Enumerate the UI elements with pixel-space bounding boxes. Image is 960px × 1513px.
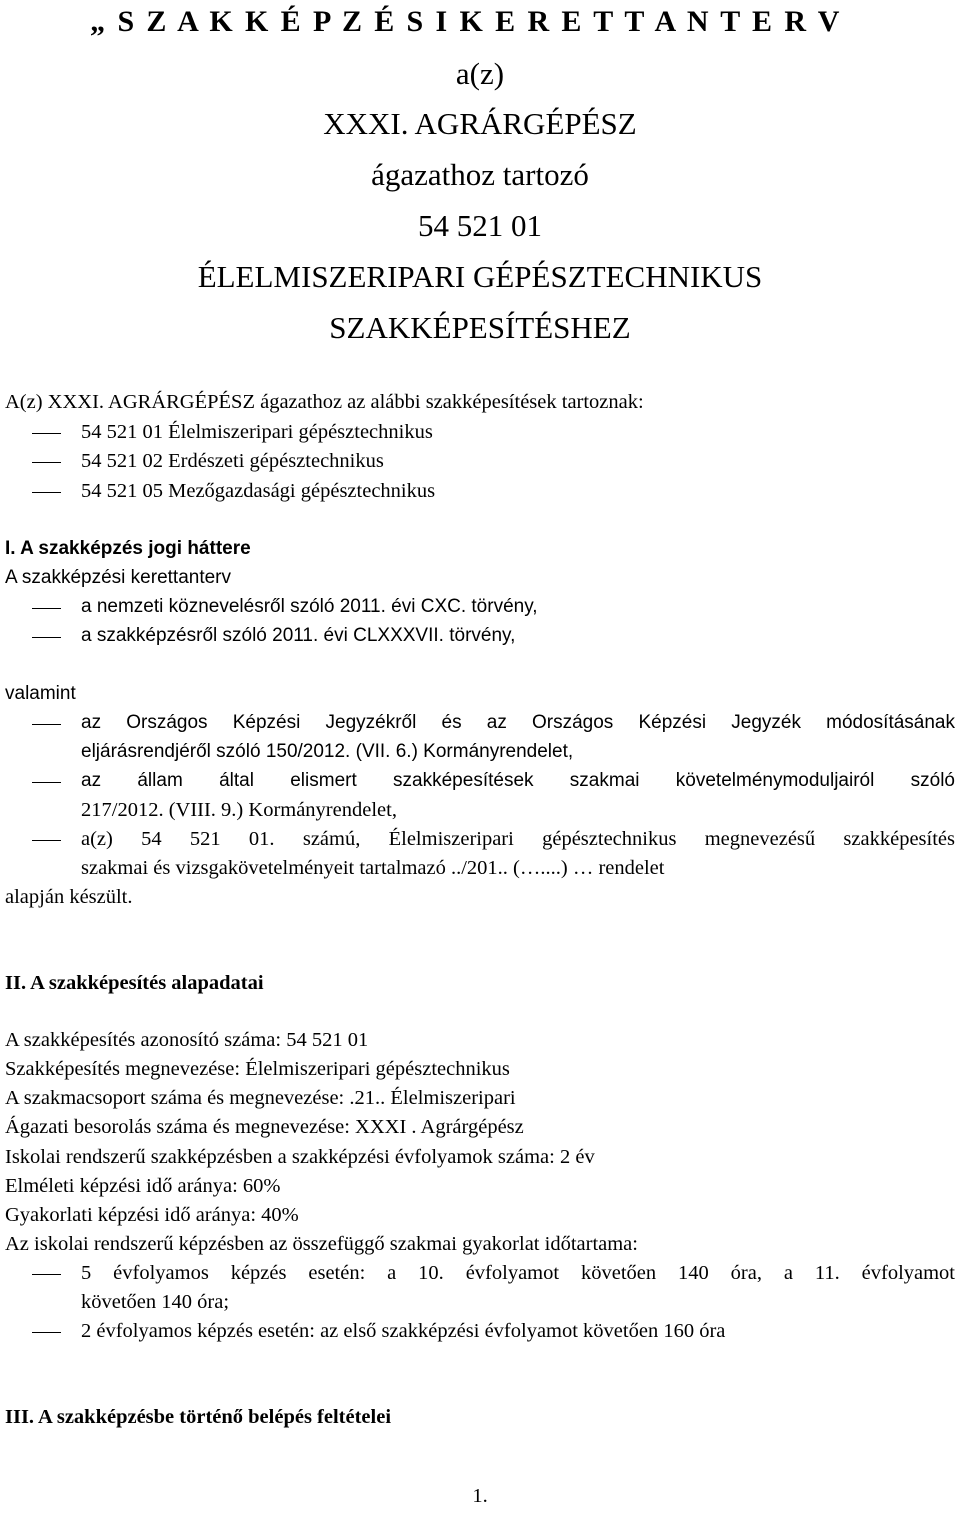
practice-line: követően 140 óra; xyxy=(81,1291,230,1313)
document-title: „ S Z A K K É P Z É S I K E R E T T A N T E R V xyxy=(90,5,842,38)
list-dash xyxy=(32,492,61,493)
info-line: Gyakorlati képzési idő aránya: 40% xyxy=(5,1204,299,1226)
section1-lead: A szakképzési kerettanterv xyxy=(5,567,231,588)
info-line: Ágazati besorolás száma és megnevezése: XXXI . Agrárgépész xyxy=(5,1116,524,1138)
info-line: A szakképesítés azonosító száma: 54 521 01 xyxy=(5,1029,369,1051)
title-belongs: ágazathoz tartozó xyxy=(371,157,589,192)
list-dash xyxy=(32,1332,61,1333)
list-item: 54 521 02 Erdészeti gépésztechnikus xyxy=(81,450,384,472)
info-line: A szakmacsoport száma és megnevezése: .21.. Élelmiszeripari xyxy=(5,1087,516,1109)
title-suffix: SZAKKÉPESÍTÉSHEZ xyxy=(329,310,631,345)
regulation-line: eljárásrendjéről szóló 150/2012. (VII. 6.) Kormányrendelet, xyxy=(81,741,574,762)
valamint-text: valamint xyxy=(5,683,76,704)
title-az: a(z) xyxy=(455,56,505,91)
list-dash xyxy=(32,840,61,841)
closing-text: alapján készült. xyxy=(5,886,133,908)
list-dash xyxy=(32,462,61,463)
section2-heading: II. A szakképesítés alapadatai xyxy=(5,972,264,994)
regulation-line: 217/2012. (VIII. 9.) Kormányrendelet, xyxy=(81,799,397,821)
list-dash xyxy=(32,1274,61,1275)
regulation-line: az állam által elismert szakképesítések szakmai követelménymoduljairól szóló xyxy=(81,770,955,791)
list-dash xyxy=(32,782,61,783)
page-number: 1. xyxy=(472,1485,488,1507)
law-item: a szakképzésről szóló 2011. évi CLXXXVII. törvény, xyxy=(81,625,516,646)
title-name: ÉLELMISZERIPARI GÉPÉSZTECHNIKUS xyxy=(197,259,763,294)
section1-heading: I. A szakképzés jogi háttere xyxy=(5,538,251,559)
list-dash xyxy=(32,724,61,725)
list-item: 54 521 01 Élelmiszeripari gépésztechnikus xyxy=(81,421,433,443)
info-line: Elméleti képzési idő aránya: 60% xyxy=(5,1175,281,1197)
section3-heading: III. A szakképzésbe történő belépés feltételei xyxy=(5,1406,392,1428)
regulation-line: a(z) 54 521 01. számú, Élelmiszeripari gépésztechnikus megnevezésű szakképesítés xyxy=(81,828,955,850)
title-code: 54 521 01 xyxy=(418,208,542,243)
intro-text: A(z) XXXI. AGRÁRGÉPÉSZ ágazathoz az alábbi szakképesítések tartoznak: xyxy=(5,391,644,413)
regulation-line: az Országos Képzési Jegyzékről és az Országos Képzési Jegyzék módosításának xyxy=(81,712,955,733)
law-item: a nemzeti köznevelésről szóló 2011. évi CXC. törvény, xyxy=(81,596,538,617)
title-sector: XXXI. AGRÁRGÉPÉSZ xyxy=(323,106,637,141)
list-dash xyxy=(32,608,61,609)
list-dash xyxy=(32,433,61,434)
practice-line: 5 évfolyamos képzés esetén: a 10. évfolyamot követően 140 óra, a 11. évfolyamot xyxy=(81,1262,955,1284)
info-line: Az iskolai rendszerű képzésben az összefüggő szakmai gyakorlat időtartama: xyxy=(5,1233,638,1255)
regulation-line: szakmai és vizsgakövetelményeit tartalmazó ../201.. (…....) … rendelet xyxy=(81,857,665,879)
info-line: Szakképesítés megnevezése: Élelmiszeripari gépésztechnikus xyxy=(5,1058,510,1080)
info-line: Iskolai rendszerű szakképzésben a szakképzési évfolyamok száma: 2 év xyxy=(5,1146,595,1168)
list-item: 54 521 05 Mezőgazdasági gépésztechnikus xyxy=(81,480,436,502)
practice-line: 2 évfolyamos képzés esetén: az első szakképzési évfolyamot követően 160 óra xyxy=(81,1320,726,1342)
list-dash xyxy=(32,637,61,638)
